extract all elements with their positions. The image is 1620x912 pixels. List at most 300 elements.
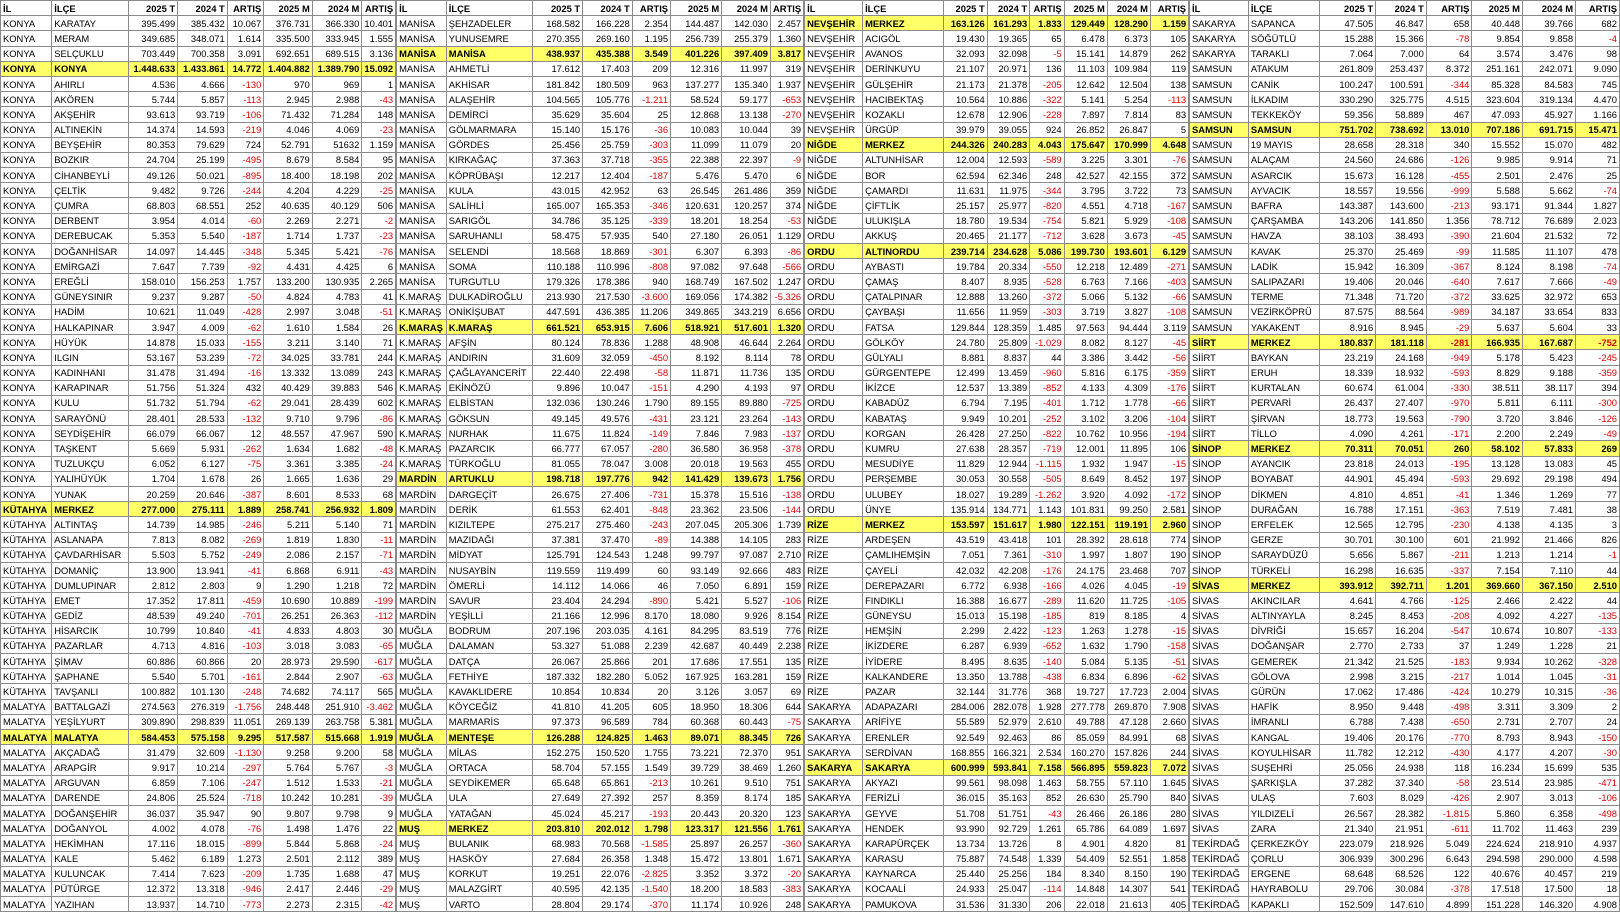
value-cell: -43 — [362, 562, 396, 577]
value-cell: 71.720 — [1376, 289, 1427, 304]
il-cell: MANİSA — [397, 152, 447, 167]
value-cell: 26.257 — [722, 836, 771, 851]
value-cell: 4.713 — [128, 638, 178, 653]
table-row — [805, 593, 1189, 608]
ilce-cell: ŞEHZADELER — [446, 16, 532, 31]
table-block-1 — [0, 0, 396, 912]
il-cell: MARDİN — [397, 502, 447, 517]
value-cell: 10.956 — [1107, 426, 1150, 441]
value-cell: 6.111 — [1522, 395, 1575, 410]
il-cell: SAMSUN — [1190, 228, 1249, 243]
table-row — [1190, 319, 1620, 334]
value-cell: -187 — [632, 168, 670, 183]
value-cell: 8.829 — [1472, 365, 1523, 380]
value-cell: 1.476 — [312, 821, 362, 836]
ilce-cell: HAFİK — [1248, 699, 1319, 714]
value-cell: 261.809 — [1319, 61, 1375, 76]
value-cell: 2.238 — [770, 638, 803, 653]
value-cell: 47.093 — [1472, 107, 1523, 122]
value-cell: 93.149 — [671, 562, 722, 577]
il-cell: MUŞ — [397, 881, 447, 896]
value-cell: 6.891 — [722, 578, 771, 593]
value-cell: 33.781 — [312, 350, 362, 365]
value-cell: 15.516 — [722, 487, 771, 502]
table-row — [805, 350, 1189, 365]
value-cell: 261.486 — [722, 183, 771, 198]
value-cell: 575.158 — [178, 730, 228, 745]
ilce-cell: DEMİRCİ — [446, 107, 532, 122]
value-cell: 16.128 — [1376, 168, 1427, 183]
value-cell: 74.682 — [264, 684, 312, 699]
il-cell: MALATYA — [1, 821, 52, 836]
value-cell: 5.476 — [671, 168, 722, 183]
value-cell: -363 — [1426, 502, 1472, 517]
value-cell: 26.567 — [1319, 805, 1375, 820]
table-row — [1190, 623, 1620, 638]
value-cell: 41 — [362, 289, 396, 304]
value-cell: 1.932 — [1064, 456, 1107, 471]
value-cell: 152.509 — [1319, 897, 1375, 912]
ilce-cell: KABATAŞ — [863, 411, 944, 426]
value-cell: 89.155 — [671, 395, 722, 410]
ilce-cell: SOMA — [446, 259, 532, 274]
value-cell: 9.710 — [264, 411, 312, 426]
value-cell: 68.983 — [532, 836, 582, 851]
value-cell: 207.196 — [532, 623, 582, 638]
value-cell: 7.000 — [1376, 46, 1427, 61]
value-cell: 20.443 — [671, 805, 722, 820]
value-cell: 2.422 — [1522, 593, 1575, 608]
value-cell: 28.357 — [987, 441, 1029, 456]
table-row — [397, 684, 804, 699]
value-cell: 10.926 — [722, 897, 771, 912]
value-cell: 13.318 — [178, 881, 228, 896]
value-cell: 25.440 — [943, 866, 987, 881]
header-row — [1, 1, 396, 16]
ilce-cell: TUZLUKÇU — [52, 456, 128, 471]
value-cell: 1.997 — [1064, 547, 1107, 562]
ilce-cell: HAYRABOLU — [1248, 881, 1319, 896]
value-cell: 9.796 — [312, 411, 362, 426]
value-cell: 239.714 — [943, 244, 987, 259]
table-row — [1190, 866, 1620, 881]
value-cell: 99.561 — [943, 775, 987, 790]
value-cell: 5.462 — [128, 851, 178, 866]
value-cell: 1.555 — [362, 31, 396, 46]
il-cell: SİNOP — [1190, 532, 1249, 547]
il-cell: RİZE — [805, 517, 863, 532]
ilce-cell: ÇAMAŞ — [863, 274, 944, 289]
value-cell: 14.848 — [1064, 881, 1107, 896]
il-cell: SİVAS — [1190, 790, 1249, 805]
value-cell: 88.345 — [722, 730, 771, 745]
il-cell: ORDU — [805, 380, 863, 395]
il-cell: KONYA — [1, 304, 52, 319]
value-cell: 53.167 — [128, 350, 178, 365]
value-cell: 5.867 — [1376, 547, 1427, 562]
table-row — [397, 92, 804, 107]
value-cell: 152.275 — [532, 745, 582, 760]
value-cell: -24 — [362, 836, 396, 851]
value-cell: -245 — [1576, 350, 1620, 365]
value-cell: 26.852 — [1064, 122, 1107, 137]
value-cell: -76 — [1151, 152, 1189, 167]
table-row — [1190, 805, 1620, 820]
table-row — [1, 714, 396, 729]
value-cell: 12.888 — [943, 289, 987, 304]
value-cell: 13.138 — [722, 107, 771, 122]
value-cell: 60.443 — [722, 714, 771, 729]
il-cell: MALATYA — [1, 805, 52, 820]
value-cell: 157.826 — [1107, 745, 1150, 760]
value-cell: 5.052 — [632, 669, 670, 684]
value-cell: 1.755 — [632, 745, 670, 760]
table-row — [397, 502, 804, 517]
value-cell: -355 — [632, 152, 670, 167]
value-cell: 1.790 — [1107, 638, 1150, 653]
value-cell: 121.556 — [722, 821, 771, 836]
value-cell: -53 — [770, 213, 803, 228]
value-cell: -1 — [1576, 547, 1620, 562]
value-cell: 482 — [1576, 137, 1620, 152]
value-cell: 340 — [1426, 137, 1472, 152]
value-cell: -30 — [1576, 745, 1620, 760]
value-cell: 45 — [1576, 456, 1620, 471]
value-cell: 13.900 — [128, 562, 178, 577]
value-cell: -49 — [1576, 426, 1620, 441]
value-cell: 20.971 — [987, 61, 1029, 76]
value-cell: 25.456 — [532, 137, 582, 152]
il-cell: MUĞLA — [397, 638, 447, 653]
value-cell: 30.558 — [987, 471, 1029, 486]
value-cell: 4.309 — [1107, 380, 1150, 395]
value-cell: 4 — [1151, 608, 1189, 623]
table-row — [397, 244, 804, 259]
value-cell: 26.437 — [1319, 395, 1375, 410]
value-cell: 223.079 — [1319, 836, 1375, 851]
value-cell: 13.332 — [264, 365, 312, 380]
table-row — [1, 821, 396, 836]
table-row — [1190, 31, 1620, 46]
value-cell: 10.807 — [1522, 623, 1575, 638]
ilce-cell: HEMŞİN — [863, 623, 944, 638]
il-cell: KONYA — [1, 487, 52, 502]
value-cell: 63 — [632, 183, 670, 198]
value-cell: 94.444 — [1107, 319, 1150, 334]
table-row — [397, 61, 804, 76]
value-cell: 392.711 — [1376, 578, 1427, 593]
il-cell: MUĞLA — [397, 775, 447, 790]
ilce-cell: KALE — [52, 851, 128, 866]
il-cell: K.MARAŞ — [397, 319, 447, 334]
value-cell: 11.959 — [987, 304, 1029, 319]
table-row — [1190, 16, 1620, 31]
value-cell: 141.850 — [1376, 213, 1427, 228]
value-cell: 97 — [770, 380, 803, 395]
column-header: İLÇE — [1248, 1, 1319, 16]
column-header: 2024 M — [1522, 1, 1575, 16]
ilce-cell: ÇATALPINAR — [863, 289, 944, 304]
ilce-cell: MENTEŞE — [446, 730, 532, 745]
il-cell: SAKARYA — [805, 714, 863, 729]
value-cell: -76 — [362, 244, 396, 259]
value-cell: 5.066 — [1064, 289, 1107, 304]
value-cell: 31.478 — [128, 365, 178, 380]
value-cell: 24.806 — [128, 790, 178, 805]
value-cell: 71 — [1576, 152, 1620, 167]
value-cell: 35.125 — [583, 213, 633, 228]
value-cell: 691.715 — [1522, 122, 1575, 137]
value-cell: -322 — [1030, 92, 1064, 107]
value-cell: 39.883 — [312, 380, 362, 395]
value-cell: 9.807 — [264, 805, 312, 820]
value-cell: 17.352 — [128, 593, 178, 608]
value-cell: -1.029 — [1030, 335, 1064, 350]
ilce-cell: İKİZDERE — [863, 638, 944, 653]
column-header: 2024 M — [1107, 1, 1150, 16]
value-cell: 26.428 — [943, 426, 987, 441]
il-cell: SİNOP — [1190, 487, 1249, 502]
table-row — [1, 684, 396, 699]
il-cell: MANİSA — [397, 31, 447, 46]
il-cell: K.MARAŞ — [397, 304, 447, 319]
table-row — [397, 532, 804, 547]
column-header: İL — [1, 1, 52, 16]
value-cell: 218.926 — [1376, 836, 1427, 851]
value-cell: 2.710 — [770, 547, 803, 562]
value-cell: -230 — [1426, 517, 1472, 532]
ilce-cell: SARAYÖNÜ — [52, 411, 128, 426]
value-cell: 6.763 — [1064, 274, 1107, 289]
ilce-cell: DOMANİÇ — [52, 562, 128, 577]
value-cell: 97.563 — [1064, 319, 1107, 334]
table-row — [1190, 836, 1620, 851]
ilce-cell: BOR — [863, 168, 944, 183]
value-cell: 33 — [1576, 319, 1620, 334]
value-cell: 64 — [1426, 46, 1472, 61]
value-cell: 28.804 — [532, 897, 582, 912]
value-cell: 51.088 — [583, 638, 633, 653]
value-cell: 3.385 — [312, 456, 362, 471]
value-cell: -187 — [227, 228, 264, 243]
value-cell: 24.294 — [583, 593, 633, 608]
ilce-cell: ONİKİŞUBAT — [446, 304, 532, 319]
value-cell: 257 — [632, 790, 670, 805]
value-cell: 5.178 — [1472, 350, 1523, 365]
value-cell: -359 — [1576, 365, 1620, 380]
value-cell: 7.603 — [1319, 790, 1375, 805]
value-cell: 78 — [770, 350, 803, 365]
value-cell: 51.751 — [987, 805, 1029, 820]
table-row — [805, 897, 1189, 912]
table-row — [1, 259, 396, 274]
ilce-cell: 19 MAYIS — [1248, 137, 1319, 152]
ilce-cell: KULA — [446, 183, 532, 198]
il-cell: SAKARYA — [805, 730, 863, 745]
table-row — [1, 350, 396, 365]
value-cell: -36 — [632, 122, 670, 137]
value-cell: 2.239 — [632, 638, 670, 653]
table-row — [397, 562, 804, 577]
ilce-cell: PERŞEMBE — [863, 471, 944, 486]
value-cell: 20 — [632, 684, 670, 699]
value-cell: 36.580 — [671, 441, 722, 456]
value-cell: 7.050 — [671, 578, 722, 593]
table-row — [397, 608, 804, 623]
value-cell: 393.912 — [1319, 578, 1375, 593]
value-cell: 23.985 — [1522, 775, 1575, 790]
value-cell: 12.217 — [532, 168, 582, 183]
value-cell: 1.833 — [1030, 16, 1064, 31]
il-cell: KÜTAHYA — [1, 547, 52, 562]
value-cell: 3.722 — [1107, 183, 1150, 198]
value-cell: 135.340 — [722, 76, 771, 91]
value-cell: 26.067 — [532, 654, 582, 669]
ilce-cell: MAZIDAĞI — [446, 532, 532, 547]
value-cell: 1.737 — [312, 228, 362, 243]
ilce-cell: MİDYAT — [446, 547, 532, 562]
value-cell: -31 — [1576, 669, 1620, 684]
value-cell: -2 — [362, 213, 396, 228]
il-cell: MARDİN — [397, 578, 447, 593]
table-row — [1, 92, 396, 107]
value-cell: 284.006 — [943, 699, 987, 714]
value-cell: 205.306 — [722, 517, 771, 532]
value-cell: 73 — [1151, 183, 1189, 198]
value-cell: 369.660 — [1472, 578, 1523, 593]
column-header: ARTIŞ — [632, 1, 670, 16]
table-row — [1190, 699, 1620, 714]
value-cell: 5.857 — [178, 92, 228, 107]
value-cell: 1.614 — [227, 31, 264, 46]
value-cell: 9.237 — [128, 289, 178, 304]
value-cell: 38.469 — [722, 760, 771, 775]
value-cell: -297 — [227, 760, 264, 775]
il-cell: MUĞLA — [397, 623, 447, 638]
ilce-cell: ÇAMLIHEMŞİN — [863, 547, 944, 562]
value-cell: 49.145 — [532, 411, 582, 426]
value-cell: -471 — [1576, 775, 1620, 790]
value-cell: 138 — [1151, 76, 1189, 91]
value-cell: 37.340 — [1376, 775, 1427, 790]
value-cell: -566 — [770, 259, 803, 274]
value-cell: 101.130 — [178, 684, 228, 699]
il-cell: SAKARYA — [805, 881, 863, 896]
table-row — [1190, 198, 1620, 213]
il-cell: RİZE — [805, 684, 863, 699]
value-cell: 165.353 — [583, 198, 633, 213]
value-cell: 248 — [1030, 168, 1064, 183]
value-cell: 110.188 — [532, 259, 582, 274]
il-cell: SAMSUN — [1190, 168, 1249, 183]
value-cell: 58.889 — [1376, 107, 1427, 122]
value-cell: 8.533 — [312, 487, 362, 502]
value-cell: -989 — [1426, 304, 1472, 319]
value-cell: 15.140 — [532, 122, 582, 137]
value-cell: 7.647 — [128, 259, 178, 274]
value-cell: 21.532 — [1522, 228, 1575, 243]
value-cell: -528 — [1030, 274, 1064, 289]
table-row — [397, 669, 804, 684]
value-cell: 38 — [1576, 502, 1620, 517]
value-cell: 42.155 — [1107, 168, 1150, 183]
ilce-cell: TARAKLI — [1248, 46, 1319, 61]
value-cell: 5.141 — [1064, 92, 1107, 107]
value-cell: 202 — [362, 168, 396, 183]
value-cell: 2.446 — [312, 881, 362, 896]
value-cell: 277.778 — [1064, 699, 1107, 714]
value-cell: -16 — [227, 365, 264, 380]
il-cell: ORDU — [805, 289, 863, 304]
table-row — [1190, 92, 1620, 107]
il-cell: KÜTAHYA — [1, 578, 52, 593]
ilce-cell: YAKAKENT — [1248, 319, 1319, 334]
value-cell: 394 — [1576, 380, 1620, 395]
total-row — [805, 16, 1189, 31]
ilce-cell: HACIBEKTAŞ — [863, 92, 944, 107]
value-cell: 3.954 — [128, 213, 178, 228]
value-cell: -149 — [632, 426, 670, 441]
il-cell: ORDU — [805, 244, 863, 259]
value-cell: 5.353 — [128, 228, 178, 243]
table-row — [805, 730, 1189, 745]
value-cell: -213 — [632, 775, 670, 790]
value-cell: 12.218 — [1064, 259, 1107, 274]
ilce-cell: DOĞANŞAR — [1248, 638, 1319, 653]
value-cell: -161 — [227, 669, 264, 684]
value-cell: -344 — [1030, 183, 1064, 198]
value-cell: 12.795 — [1376, 517, 1427, 532]
value-cell: 9.510 — [722, 775, 771, 790]
value-cell: 29 — [362, 471, 396, 486]
value-cell: 33.654 — [1522, 304, 1575, 319]
value-cell: 1.665 — [264, 471, 312, 486]
ilce-cell: GÖLKÖY — [863, 335, 944, 350]
value-cell: 71 — [362, 517, 396, 532]
table-row — [1, 107, 396, 122]
ilce-cell: ERGENE — [1248, 866, 1319, 881]
il-cell: SİVAS — [1190, 760, 1249, 775]
value-cell: 40.129 — [312, 198, 362, 213]
value-cell: 13.937 — [128, 897, 178, 912]
il-cell: NEVŞEHİR — [805, 31, 863, 46]
value-cell: -808 — [632, 259, 670, 274]
value-cell: 57.110 — [1107, 775, 1150, 790]
value-cell: 5.423 — [1522, 350, 1575, 365]
value-cell: 251.161 — [1472, 61, 1523, 76]
value-cell: 43.519 — [943, 532, 987, 547]
value-cell: 40.676 — [1472, 866, 1523, 881]
value-cell: 12.537 — [943, 380, 987, 395]
value-cell: -209 — [227, 866, 264, 881]
value-cell: 122 — [1426, 866, 1472, 881]
value-cell: 21.378 — [987, 76, 1029, 91]
value-cell: 41.205 — [583, 699, 633, 714]
value-cell: 80.353 — [128, 137, 178, 152]
table-row — [1, 228, 396, 243]
table-row — [1, 638, 396, 653]
value-cell: 6 — [362, 259, 396, 274]
value-cell: 4.133 — [1064, 380, 1107, 395]
ilce-cell: MERKEZ — [52, 502, 128, 517]
value-cell: 605 — [632, 699, 670, 714]
il-cell: KONYA — [1, 441, 52, 456]
value-cell: 1.928 — [1030, 699, 1064, 714]
ilce-cell: ILGIN — [52, 350, 128, 365]
table-row — [397, 654, 804, 669]
value-cell: -43 — [1030, 805, 1064, 820]
value-cell: 9.482 — [128, 183, 178, 198]
